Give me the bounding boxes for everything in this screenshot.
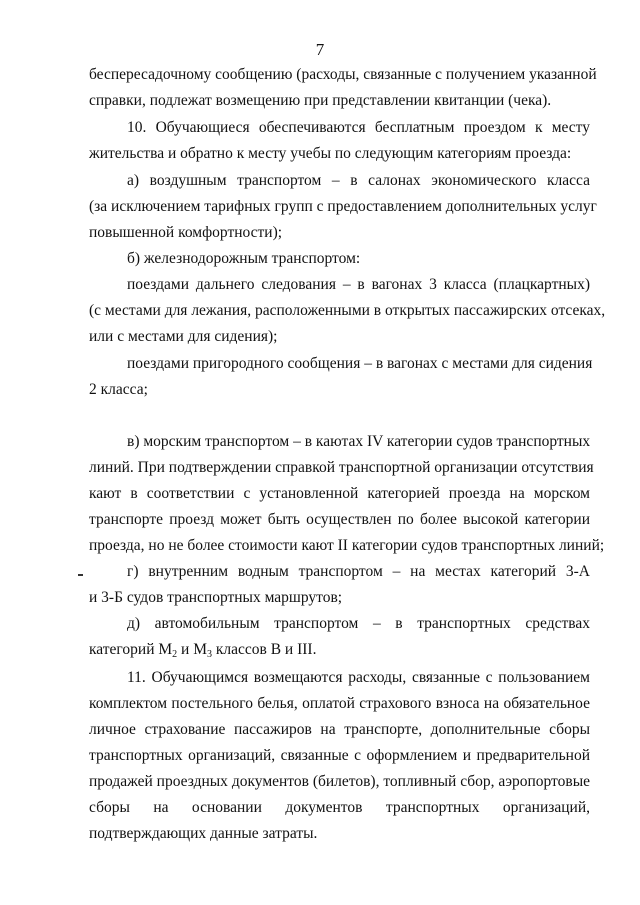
paragraph-line: 2 класса; <box>89 381 148 398</box>
paragraph-line: 11. Обучающимся возмещаются расходы, связанные с пользованием <box>127 669 590 686</box>
paragraph-line: (с местами для лежания, расположенными в открытых пассажирских отсеках, <box>89 302 606 319</box>
paragraph-line: проезда, но не более стоимости кают II категории судов транспортных линий; <box>89 537 605 554</box>
paragraph-line: жительства и обратно к месту учебы по следующим категориям проезда: <box>89 145 572 162</box>
paragraph-line: или с местами для сидения); <box>89 328 278 345</box>
text-fragment: и M <box>177 641 207 658</box>
paragraph-line: д) автомобильным транспортом – в транспортных средствах <box>127 615 590 632</box>
subscript: 2 <box>172 649 178 660</box>
paragraph-line: сборы на основании документов транспортных организаций, <box>89 799 590 816</box>
scan-mark <box>78 574 83 576</box>
paragraph-line: (за исключением тарифных групп с предоставлением дополнительных услуг <box>89 198 597 215</box>
paragraph-line: продажей проездных документов (билетов), топливный сбор, аэропортовые <box>89 773 590 790</box>
paragraph-line: личное страхование пассажиров на транспорте, дополнительные сборы <box>89 721 590 738</box>
paragraph-line: и 3-Б судов транспортных маршрутов; <box>89 589 343 606</box>
paragraph-line-vehicle-categories <box>89 640 316 660</box>
paragraph-line: линий. При подтверждении справкой транспортной организации отсутствия <box>89 459 594 476</box>
paragraph-line: а) воздушным транспортом – в салонах экономического класса <box>127 172 590 189</box>
paragraph-line: поездами пригородного сообщения – в вагонах с местами для сидения <box>127 355 593 372</box>
paragraph-line: справки, подлежат возмещению при представлении квитанции (чека). <box>89 92 552 109</box>
subscript: 3 <box>206 649 212 660</box>
paragraph-line: повышенной комфортности); <box>89 224 283 241</box>
paragraph-line: подтверждающих данные затраты. <box>89 825 318 842</box>
paragraph-line: беспересадочному сообщению (расходы, связанные с получением указанной <box>89 66 597 83</box>
paragraph-line: г) внутренним водным транспортом – на местах категорий 3-А <box>127 563 590 580</box>
text-fragment: категорий M <box>89 641 173 658</box>
paragraph-line: поездами дальнего следования – в вагонах 3 класса (плацкартных) <box>127 276 590 293</box>
paragraph-line: транспорте проезд может быть осуществлен по более высокой категории <box>89 511 590 528</box>
paragraph-line: в) морским транспортом – в каютах IV категории судов транспортных <box>127 433 591 450</box>
paragraph-line: 10. Обучающиеся обеспечиваются бесплатным проездом к месту <box>127 119 590 136</box>
paragraph-line: кают в соответствии с установленной категорией проезда на морском <box>89 485 590 502</box>
paragraph-line: транспортных организаций, связанные с оформлением и предварительной <box>89 747 590 764</box>
page-number: 7 <box>315 40 325 59</box>
text-fragment: классов B и III. <box>211 641 317 658</box>
paragraph-line: б) железнодорожным транспортом: <box>127 250 361 267</box>
paragraph-line: комплектом постельного белья, оплатой страхового взноса на обязательное <box>89 695 590 712</box>
